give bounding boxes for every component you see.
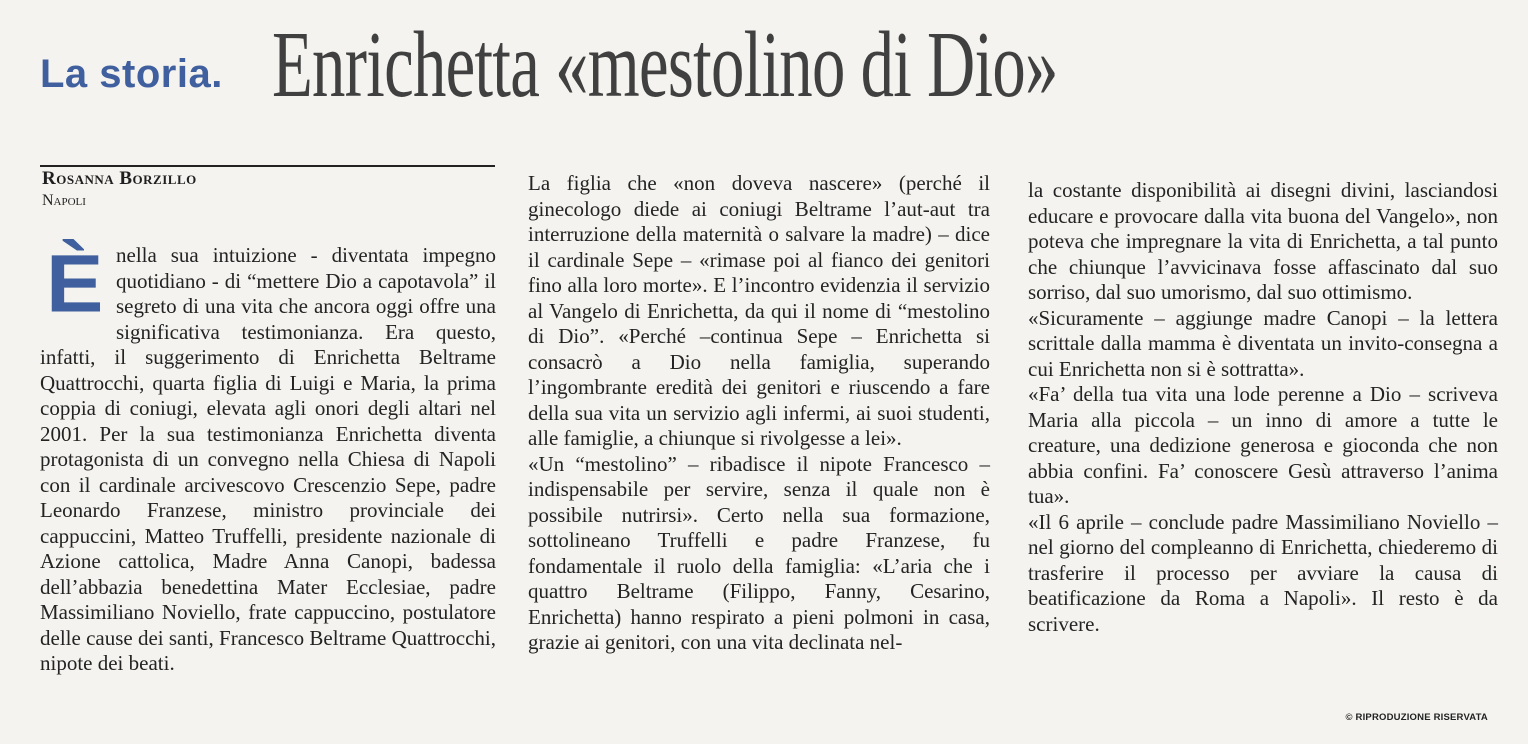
paragraph: «Il 6 aprile – conclude padre Massimiliano Noviello – nel giorno del compleanno di Enrichetta, chiederemo di trasferire il processo per avviare la causa di beatificazione da Roma a Napoli». Il resto è da scrivere. bbox=[1028, 509, 1498, 636]
dateline-place: Napoli bbox=[42, 192, 86, 209]
kicker: La storia. bbox=[40, 52, 223, 96]
paragraph: «Sicuramente – aggiunge madre Canopi – la lettera scrittale dalla mamma è diventata un invito-consegna a cui Enrichetta non si è sottratta». bbox=[1028, 305, 1498, 381]
article-column-3 bbox=[1028, 178, 1498, 637]
article-column-1 bbox=[40, 238, 496, 677]
article-column-2 bbox=[528, 171, 990, 656]
headline: Enrichetta «mestolino di Dio» bbox=[272, 13, 1058, 117]
drop-cap bbox=[46, 238, 104, 330]
drop-cap-letter: È bbox=[46, 238, 104, 330]
paragraph: la costante disponibilità ai disegni divini, lasciandosi educare e provocare dalla vita buona del Vangelo», non poteva che impregnare la vita di Enrichetta, a tal punto che chiunque l’avvicinava fosse affascinato dal suo sorriso, dal suo umorismo, dal suo ottimismo. bbox=[1028, 178, 1498, 304]
paragraph: «Un “mestolino” – ribadisce il nipote Francesco – indispensabile per servire, senza il quale non è possibile nutrirsi». Certo nella sua formazione, sottolineano Truffelli e padre Franzese, fu fondamentale il ruolo della famiglia: «L’aria che i quattro Beltrame (Filippo, Fanny, Cesarino, Enrichetta) hanno respirato a pieni polmoni in casa, grazie ai genitori, con una vita declinata nel- bbox=[528, 451, 990, 654]
paragraph: La figlia che «non doveva nascere» (perché il ginecologo diede ai coniugi Beltrame l’aut-aut tra interruzione della maternità o salvare la madre) – dice il cardinale Sepe – «rimase poi al fianco dei genitori fino alla loro morte». E l’incontro evidenzia il servizio al Vangelo di Enrichetta, da qui il nome di “mestolino di Dio”. «Perché –continua Sepe – Enrichetta si consacrò a Dio nella famiglia, superando l’ingombrante eredità dei genitori e riuscendo a fare della sua vita un servizio agli infermi, ai suoi studenti, alle famiglie, a chiunque si rivolgesse a lei». bbox=[528, 171, 990, 450]
copyright-notice: © RIPRODUZIONE RISERVATA bbox=[1345, 712, 1488, 723]
author-byline: Rosanna Borzillo bbox=[42, 168, 197, 189]
byline-rule bbox=[40, 165, 495, 167]
paragraph: nella sua intuizione - diventata impegno quotidiano - di “mettere Dio a capotavola” il segreto di una vita che ancora oggi offre una significativa testimonianza. Era questo, infatti, il suggerimento di Enrichetta Beltrame Quattrocchi, quarta figlia di Luigi e Maria, la prima coppia di coniugi, elevata agli onori degli altari nel 2001. Per la sua testimonianza Enrichetta diventa protagonista di un convegno nella Chiesa di Napoli con il cardinale arcivescovo Crescenzio Sepe, padre Leonardo Franzese, ministro provinciale dei cappuccini, Matteo Truffelli, presidente nazionale di Azione cattolica, Madre Anna Canopi, badessa dell’abbazia benedettina Mater Ecclesiae, padre Massimiliano Noviello, frate cappuccino, postulatore delle cause dei santi, Francesco Beltrame Quattrocchi, nipote dei beati. bbox=[40, 243, 496, 675]
paragraph: «Fa’ della tua vita una lode perenne a Dio – scriveva Maria alla piccola – un inno di amore a tutte le creature, una dedizione generosa e gioconda che non abbia confini. Fa’ conoscere Gesù attraverso l’anima tua». bbox=[1028, 382, 1498, 508]
